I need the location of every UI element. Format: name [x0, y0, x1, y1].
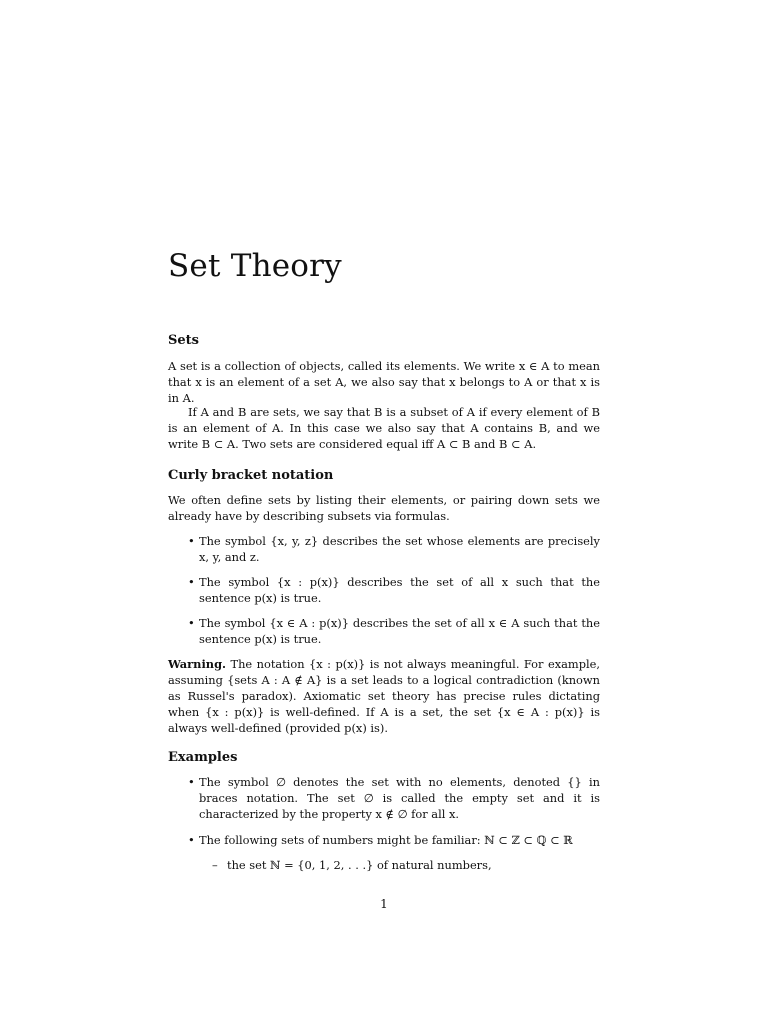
sub-list-item	[212, 857, 600, 873]
list-item	[168, 533, 600, 565]
list-item	[168, 615, 600, 647]
list-item	[168, 574, 600, 606]
list-item-text: The symbol {x ∈ A : p(x)} describes the set of all x ∈ A such that the sentence p(x) is true.	[199, 616, 600, 646]
warning-text: The notation {x : p(x)} is not always meaningful. For example, assuming {sets A : A ∉ A} is a set leads to a logical contradiction (known as Russel's paradox). Axiomatic set theory has precise rules dictating when {x : p(x)} is well-defined. If A is a set, the set {x ∈ A : p(x)} is always well-defined (provided p(x) is).	[168, 657, 601, 735]
list-item	[168, 832, 600, 848]
bullet-icon: •	[188, 833, 195, 847]
bullet-icon: •	[188, 534, 195, 548]
sets-paragraph-1: A set is a collection of objects, called its elements. We write x ∈ A to mean that x is an element of a set A, we also say that x belongs to A or that x is in A.	[168, 359, 600, 405]
list-item-text: The symbol {x : p(x)} describes the set of all x such that the sentence p(x) is true.	[199, 575, 600, 605]
curly-intro-paragraph: We often define sets by listing their elements, or pairing down sets we already have by describing subsets via formulas.	[168, 493, 600, 523]
list-item-text: The following sets of numbers might be familiar: ℕ ⊂ ℤ ⊂ ℚ ⊂ ℝ	[199, 833, 573, 847]
section-heading-sets: Sets	[168, 333, 199, 348]
list-item-text: The symbol ∅ denotes the set with no elements, denoted {} in braces notation. The set ∅ is called the empty set and it is characterized by the property x ∉ ∅ for all x.	[199, 775, 600, 821]
sets-paragraph-2: If A and B are sets, we say that B is a subset of A if every element of B is an element of A. In this case we also say that A contains B, and we write B ⊂ A. Two sets are considered equal iff A ⊂ B and B ⊂ A.	[168, 405, 600, 451]
bullet-icon: •	[188, 775, 195, 789]
section-heading-curly-bracket-notation: Curly bracket notation	[168, 468, 334, 483]
warning-label: Warning.	[168, 657, 227, 671]
page-title: Set Theory	[168, 248, 342, 284]
sub-list-item-text: the set ℕ = {0, 1, 2, . . .} of natural numbers,	[227, 858, 492, 872]
list-item-text: The symbol {x, y, z} describes the set whose elements are precisely x, y, and z.	[199, 534, 600, 564]
bullet-icon: •	[188, 575, 195, 589]
list-item	[168, 774, 600, 822]
page-number: 1	[380, 897, 388, 911]
dash-icon: –	[212, 858, 218, 872]
bullet-icon: •	[188, 616, 195, 630]
section-heading-examples: Examples	[168, 750, 238, 765]
warning-paragraph	[168, 656, 600, 736]
